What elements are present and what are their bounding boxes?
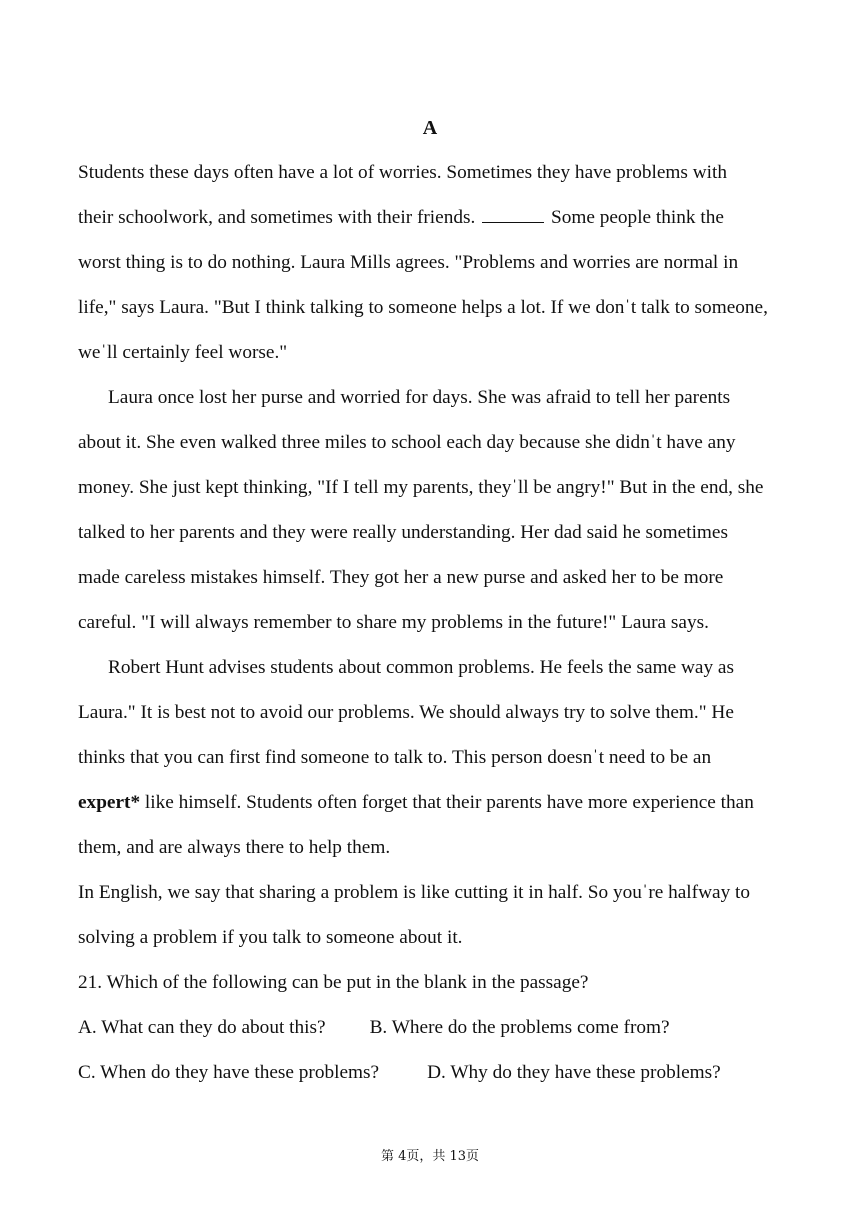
passage-line: made careless mistakes himself. They got her a new purse and asked her to be more bbox=[78, 567, 724, 588]
passage-body bbox=[78, 158, 798, 1103]
answer-blank bbox=[482, 204, 544, 223]
passage-line: money. She just kept thinking, "If I tell my parents, theyˈll be angry!" But in the end, she bbox=[78, 477, 764, 498]
passage-line: careful. "I will always remember to share my problems in the future!" Laura says. bbox=[78, 612, 709, 633]
passage-line: In English, we say that sharing a problem is like cutting it in half. So youˈre halfway to bbox=[78, 882, 751, 903]
passage-line: talked to her parents and they were really understanding. Her dad said he sometimes bbox=[78, 522, 728, 543]
section-title: A bbox=[422, 117, 438, 139]
option-a: A. What can they do about this? bbox=[78, 1017, 326, 1038]
passage-line: weˈll certainly feel worse." bbox=[78, 342, 288, 363]
option-b: B. Where do the problems come from? bbox=[369, 1017, 670, 1038]
passage-text: Some people think the bbox=[546, 207, 724, 228]
passage-line: Students these days often have a lot of worries. Sometimes they have problems with bbox=[78, 162, 728, 183]
options-row-1 bbox=[78, 1013, 798, 1058]
expert-term: expert* bbox=[78, 792, 141, 813]
passage-line: about it. She even walked three miles to school each day because she didnˈt have any bbox=[78, 432, 736, 453]
passage-text: like himself. Students often forget that their parents have more experience than bbox=[140, 792, 754, 813]
passage-line: Laura." It is best not to avoid our problems. We should always try to solve them." He bbox=[78, 702, 734, 723]
page-footer: 第 4页，共 13页 bbox=[380, 1149, 480, 1164]
passage-line: life," says Laura. "But I think talking to someone helps a lot. If we donˈt talk to someone, bbox=[78, 297, 768, 318]
passage-line: worst thing is to do nothing. Laura Mills agrees. "Problems and worries are normal in bbox=[78, 252, 739, 273]
passage-line: thinks that you can first find someone to talk to. This person doesnˈt need to be an bbox=[78, 747, 712, 768]
passage-text: their schoolwork, and sometimes with their friends. bbox=[78, 207, 481, 228]
passage-line: them, and are always there to help them. bbox=[78, 837, 391, 858]
passage-line: Robert Hunt advises students about common problems. He feels the same way as bbox=[108, 657, 734, 678]
option-c: C. When do they have these problems? bbox=[78, 1062, 380, 1083]
options-row-2 bbox=[78, 1058, 798, 1103]
passage-line bbox=[78, 788, 798, 833]
option-d: D. Why do they have these problems? bbox=[427, 1062, 721, 1083]
question-stem: 21. Which of the following can be put in the blank in the passage? bbox=[78, 972, 589, 993]
passage-line bbox=[78, 203, 798, 248]
passage-line: Laura once lost her purse and worried for days. She was afraid to tell her parents bbox=[108, 387, 731, 408]
passage-line: solving a problem if you talk to someone about it. bbox=[78, 927, 463, 948]
